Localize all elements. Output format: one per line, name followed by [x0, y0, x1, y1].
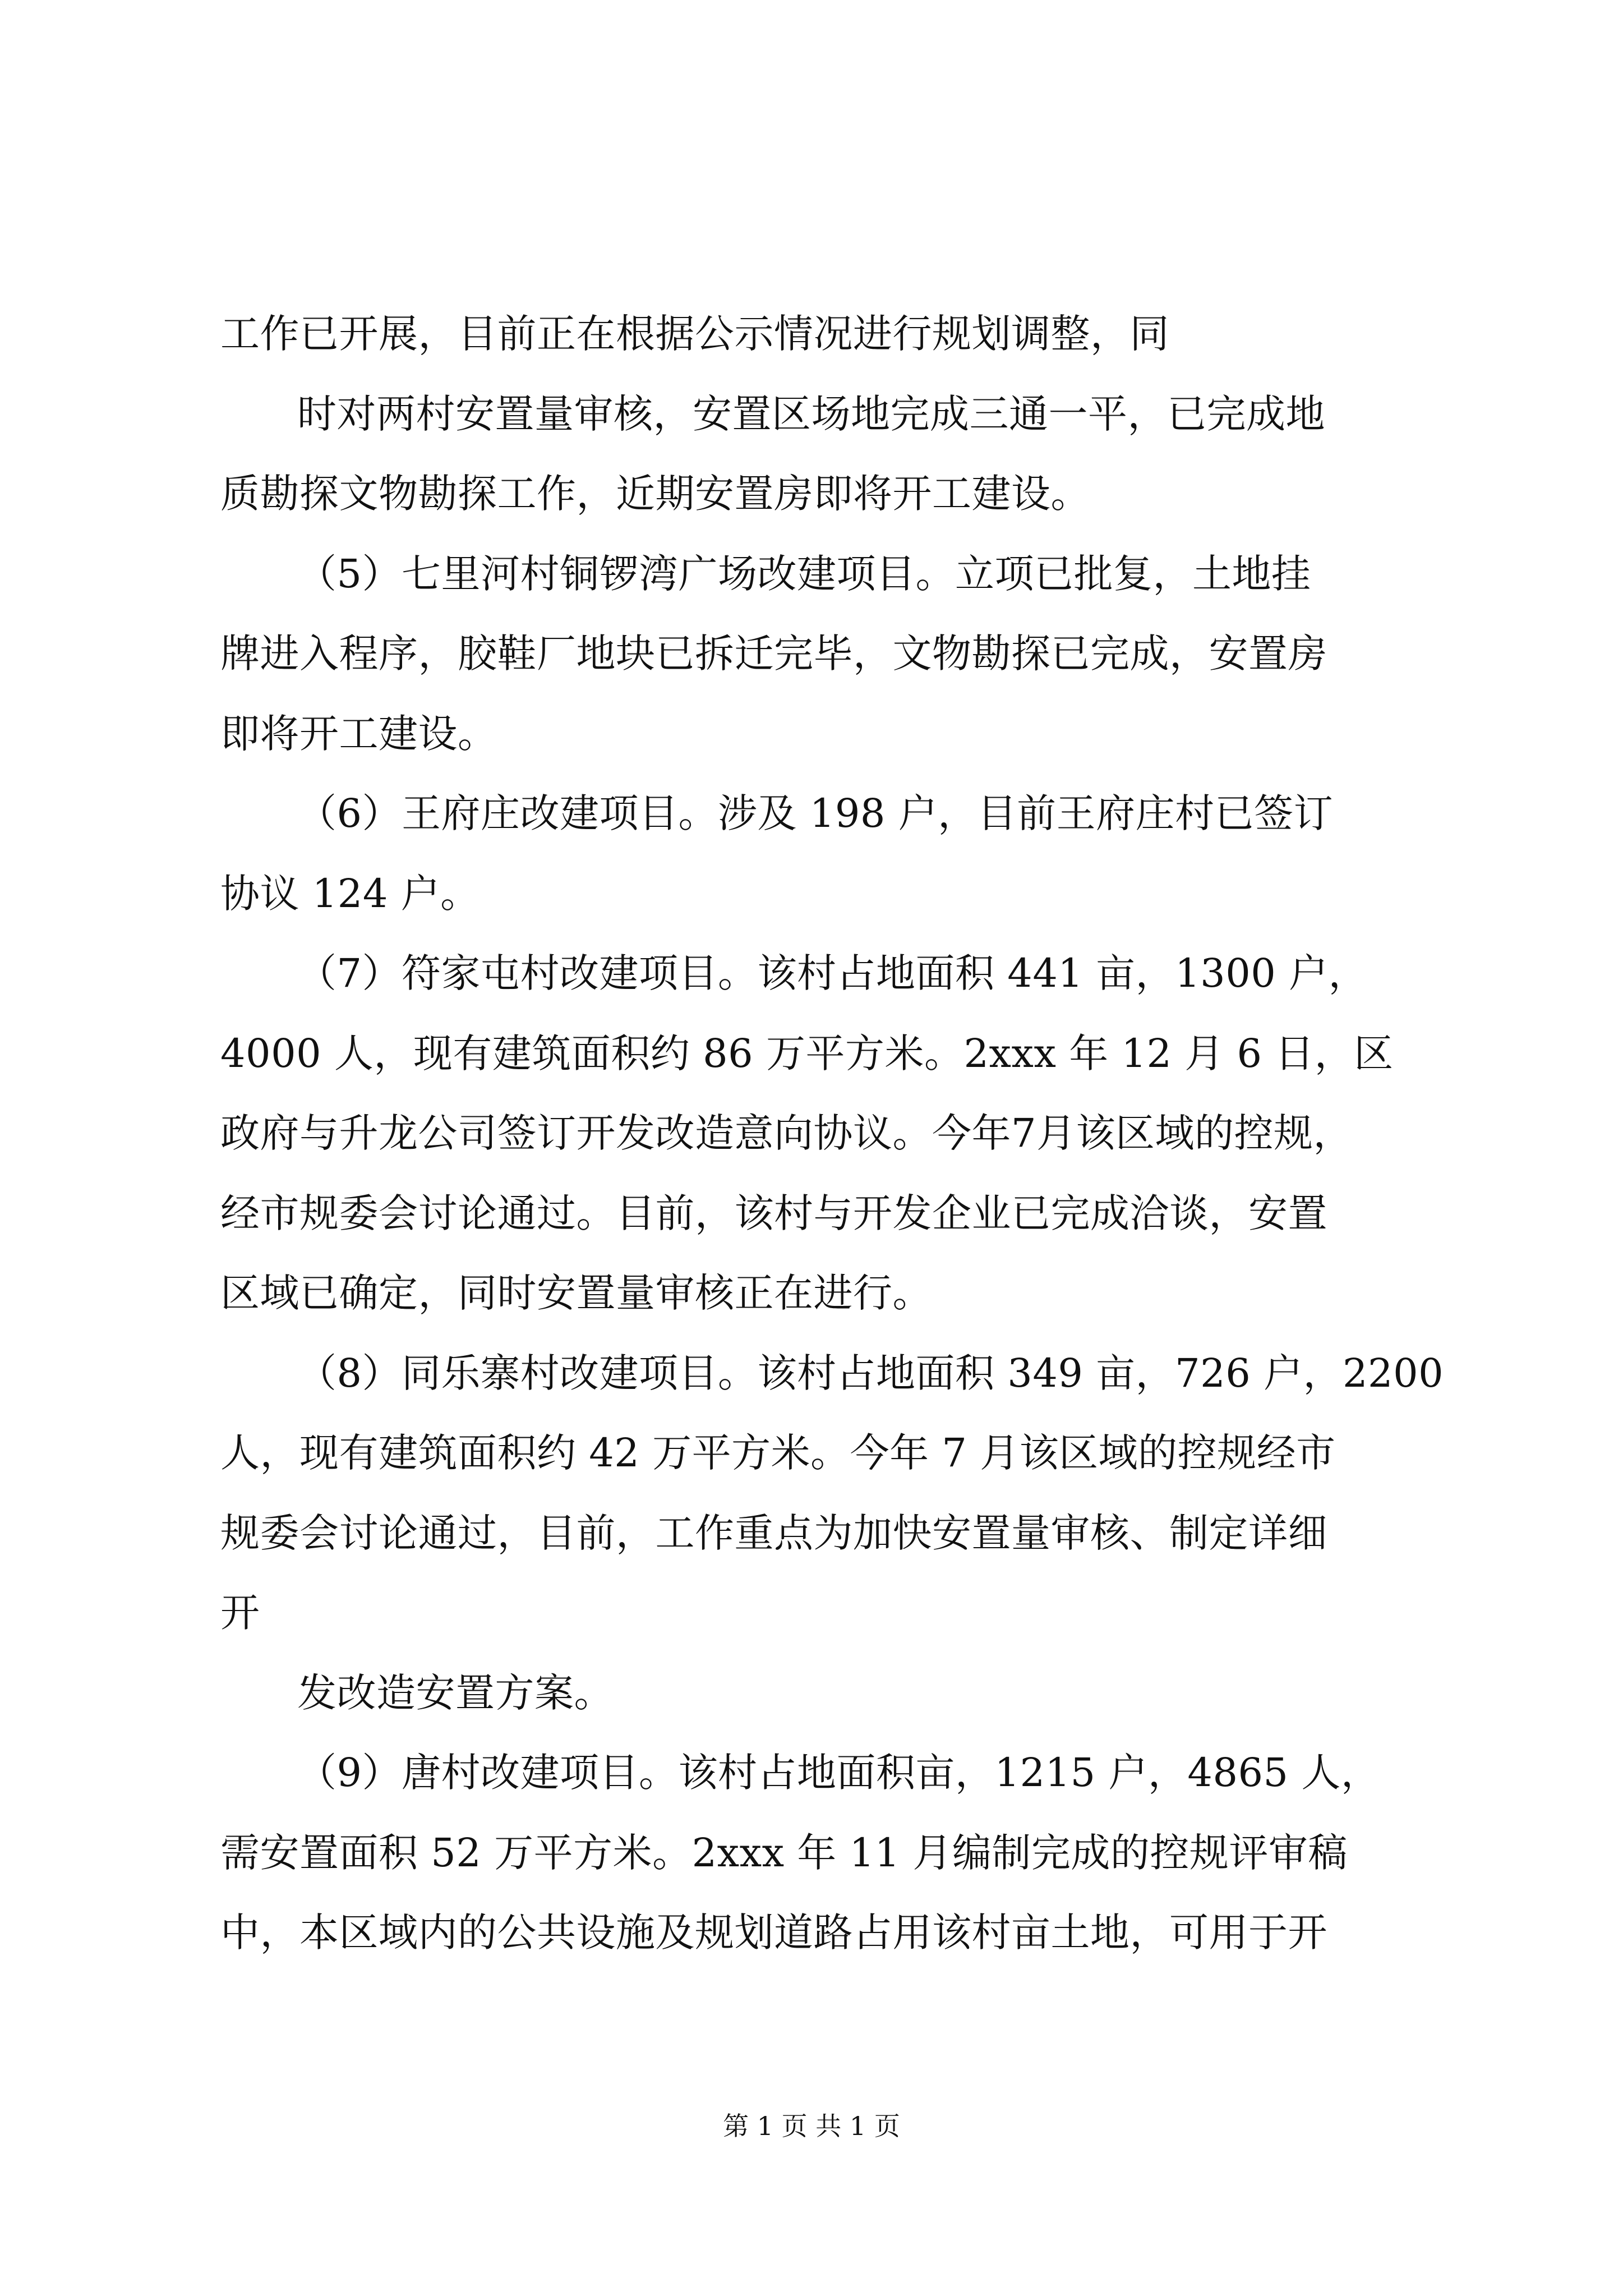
text-line: 中，本区域内的公共设施及规划道路占用该村亩土地，可用于开: [220, 1910, 1327, 1955]
text-line: 质勘探文物勘探工作，近期安置房即将开工建设。: [220, 471, 1090, 517]
text-line: 需安置面积 52 万平方米。2xxx 年 11 月编制完成的控规评审稿: [220, 1830, 1348, 1876]
text-line: 开: [220, 1590, 260, 1636]
text-line: 协议 124 户。: [220, 871, 480, 917]
text-line: 4000 人，现有建筑面积约 86 万平方米。2xxx 年 12 月 6 日，区: [220, 1030, 1394, 1076]
text-line: （7）符家屯村改建项目。该村占地面积 441 亩，1300 户，: [297, 950, 1368, 996]
text-line: 区域已确定，同时安置量审核正在进行。: [220, 1270, 932, 1316]
text-line: 工作已开展，目前正在根据公示情况进行规划调整，同: [220, 311, 1169, 357]
text-line: （5）七里河村铜锣湾广场改建项目。立项已批复，土地挂: [297, 551, 1311, 597]
text-line: 发改造安置方案。: [297, 1670, 614, 1716]
text-line: （6）王府庄改建项目。涉及 198 户，目前王府庄村已签订: [297, 790, 1334, 836]
page-footer: 第 1 页 共 1 页: [723, 2111, 900, 2141]
text-line: 规委会讨论通过，目前，工作重点为加快安置量审核、制定详细: [220, 1510, 1327, 1556]
text-line: （9）唐村改建项目。该村占地面积亩，1215 户，4865 人，: [297, 1750, 1381, 1796]
text-line: 经市规委会讨论通过。目前，该村与开发企业已完成洽谈，安置: [220, 1190, 1327, 1236]
text-line: 政府与升龙公司签订开发改造意向协议。今年7月该区域的控规，: [220, 1110, 1353, 1156]
text-line: 人，现有建筑面积约 42 万平方米。今年 7 月该区域的控规经市: [220, 1430, 1336, 1476]
text-line: 即将开工建设。: [220, 711, 497, 757]
text-line: （8）同乐寨村改建项目。该村占地面积 349 亩，726 户，2200: [297, 1350, 1444, 1396]
text-line: 牌进入程序，胶鞋厂地块已拆迁完毕，文物勘探已完成，安置房: [220, 631, 1327, 677]
text-line: 时对两村安置量审核，安置区场地完成三通一平，已完成地: [297, 391, 1325, 437]
